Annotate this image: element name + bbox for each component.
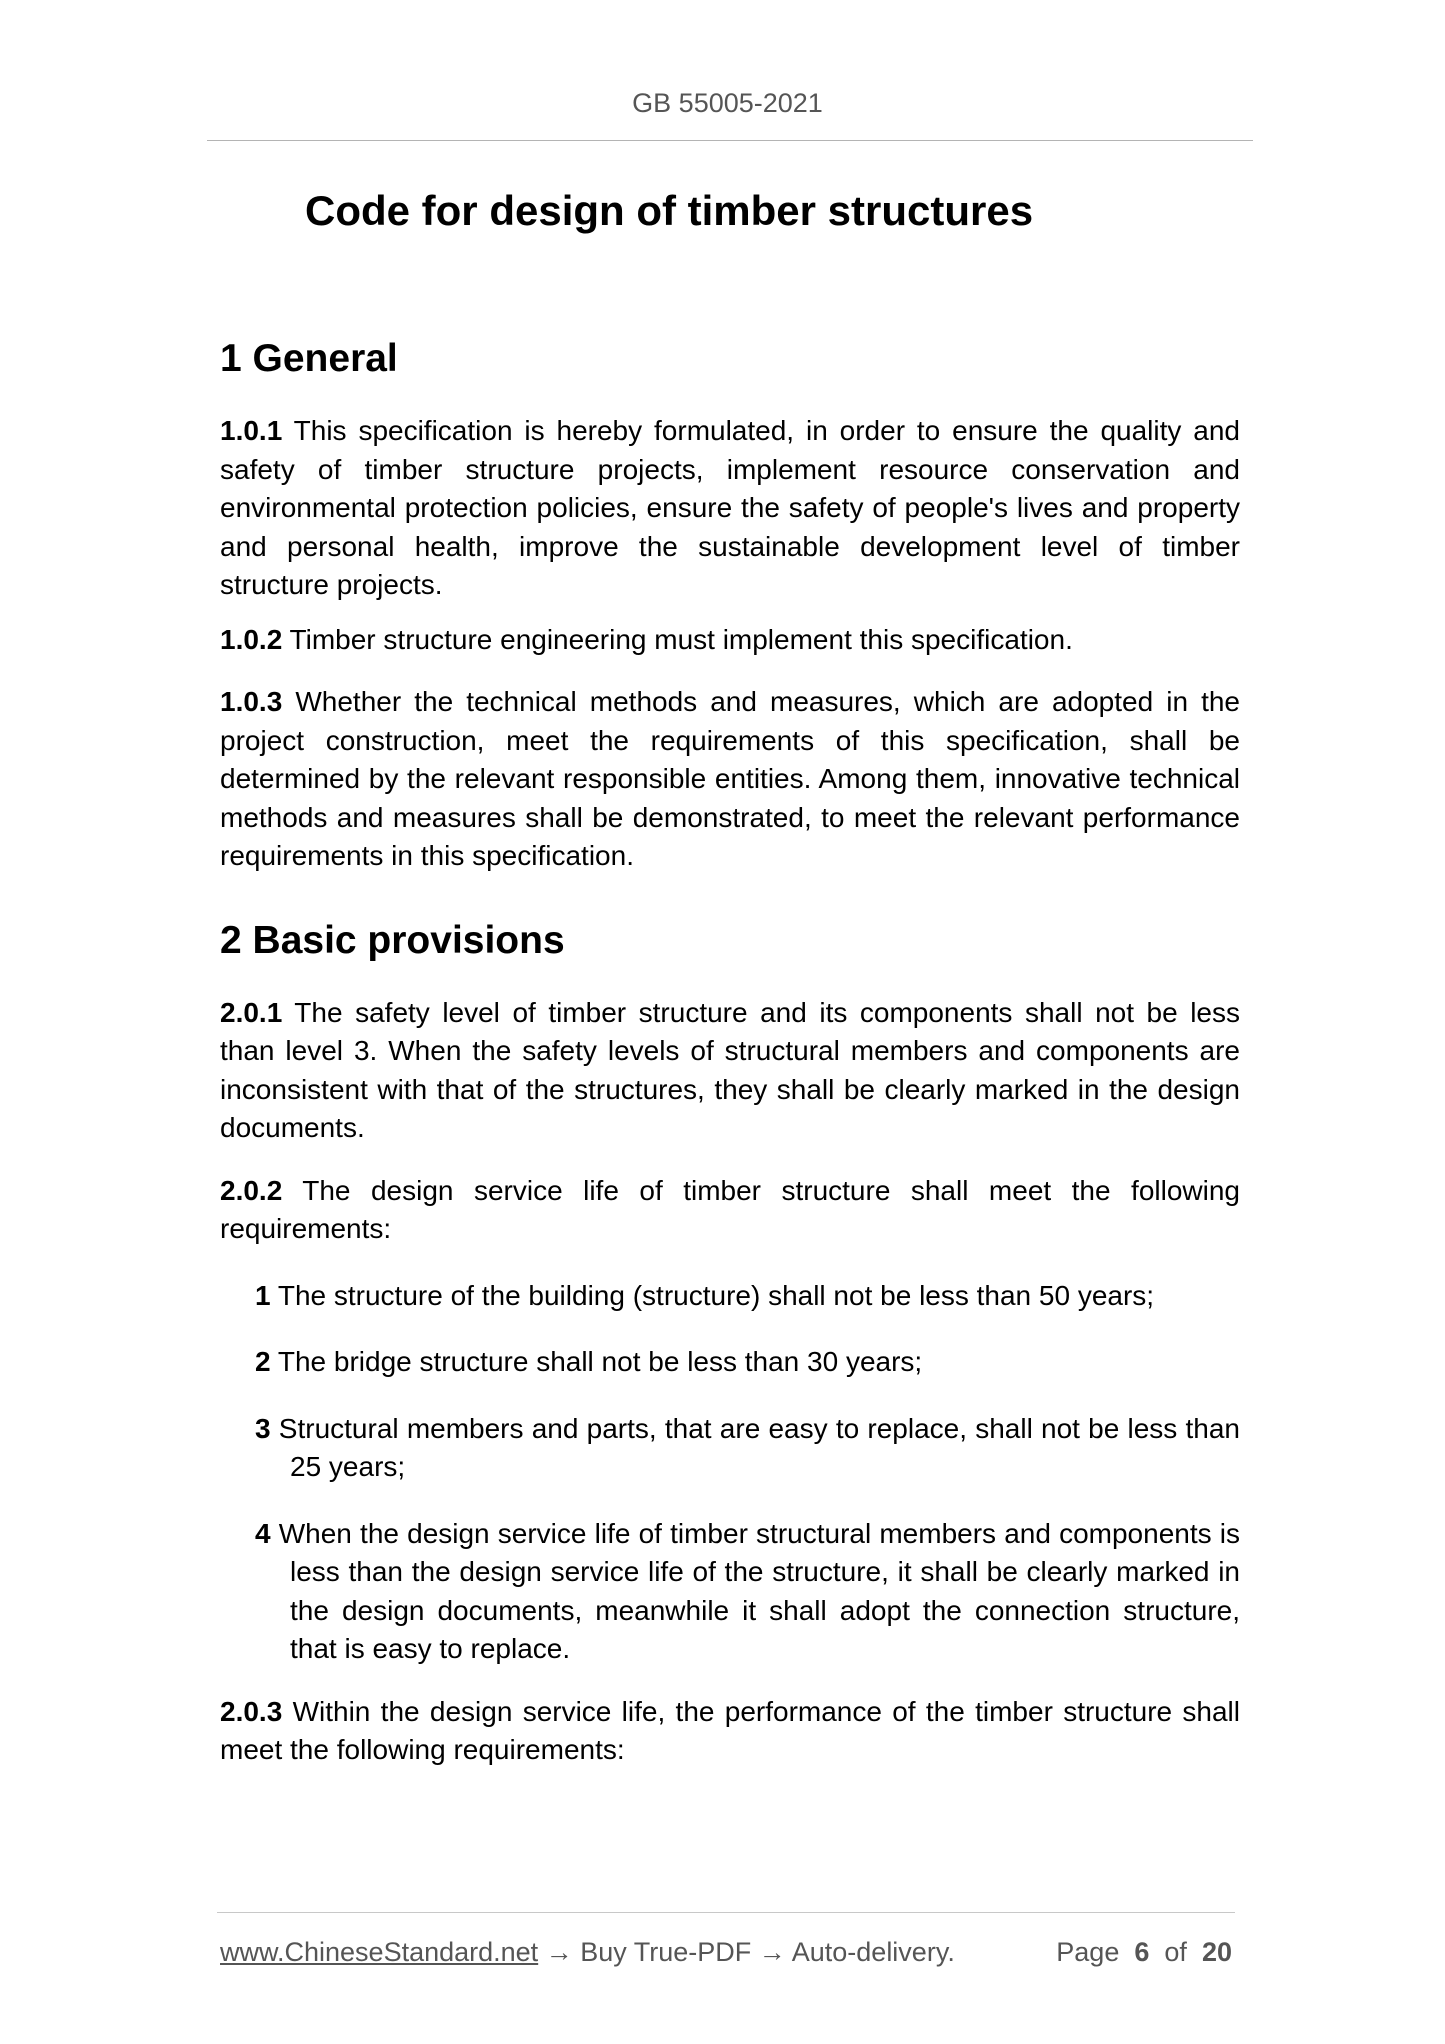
- item-number: 3: [255, 1412, 271, 1444]
- clause-number: 2.0.3: [220, 1695, 283, 1727]
- clause-1-0-2: [220, 621, 1240, 660]
- page-of-label: of: [1164, 1937, 1187, 1967]
- total-pages-number: 20: [1201, 1937, 1232, 1967]
- clause-text: The design service life of timber structure shall meet the following requirements:: [220, 1174, 1240, 1244]
- page-indicator: [1056, 1934, 1232, 1970]
- list-item: [220, 1515, 1240, 1669]
- clause-2-0-1: [220, 994, 1240, 1148]
- clause-text: Whether the technical methods and measures, which are adopted in the project construction, meet the requirements of this specification, shall be determined by the relevant responsible entities. Among them, innovative technical methods and measures shall be demonstrated, to meet the relevant performance requirements in this specification.: [220, 686, 1240, 871]
- clause-text: The safety level of timber structure and its components shall not be less than level 3. When the safety levels of structural members and components are inconsistent with that of the structures, they shall be clearly marked in the design documents.: [220, 996, 1240, 1143]
- clause-text: This specification is hereby formulated, in order to ensure the quality and safety of timber structure projects, implement resource conservation and environmental protection policies, ensure the safety of people's lives and property and personal health, improve the sustainable development level of timber structure projects.: [220, 415, 1240, 600]
- item-number: 4: [255, 1517, 271, 1549]
- item-text: The structure of the building (structure) shall not be less than 50 years;: [270, 1279, 1155, 1311]
- header-divider: [207, 140, 1253, 141]
- clause-number: 2.0.2: [220, 1174, 283, 1206]
- clause-1-0-3: [220, 683, 1240, 876]
- item-text: The bridge structure shall not be less than 30 years;: [270, 1346, 923, 1377]
- clause-number: 1.0.3: [220, 686, 283, 717]
- clause-2-0-3: [220, 1693, 1240, 1770]
- clause-text: Timber structure engineering must implement this specification.: [282, 623, 1073, 655]
- document-body: [220, 330, 1240, 1770]
- document-title: Code for design of timber structures: [305, 187, 1034, 234]
- footer-divider: [217, 1912, 1235, 1913]
- list-item: [220, 1343, 1240, 1382]
- item-number: 1: [255, 1279, 271, 1311]
- list-item: [220, 1410, 1240, 1487]
- page-label: Page: [1056, 1937, 1120, 1967]
- clause-2-0-2: [220, 1172, 1240, 1249]
- clause-1-0-1: [220, 412, 1240, 605]
- clause-text: Within the design service life, the performance of the timber structure shall meet the following requirements:: [220, 1695, 1240, 1765]
- list-item: [220, 1277, 1240, 1316]
- footer-promo: [220, 1934, 955, 1970]
- item-text: When the design service life of timber structural members and components is less than the design service life of the structure, it shall be clearly marked in the design documents, meanwhile it shall adopt the connection structure, that is easy to replace.: [270, 1517, 1240, 1664]
- website-link[interactable]: www.ChineseStandard.net: [220, 1937, 539, 1967]
- item-text: Structural members and parts, that are easy to replace, shall not be less than 25 years;: [270, 1412, 1240, 1482]
- footer-tagline: → Buy True-PDF → Auto-delivery.: [538, 1937, 955, 1967]
- clause-number: 1.0.2: [220, 623, 283, 655]
- current-page-number: 6: [1134, 1937, 1150, 1967]
- item-number: 2: [255, 1346, 271, 1377]
- section-heading-general: 1 General: [220, 337, 398, 380]
- clause-number: 1.0.1: [220, 415, 283, 446]
- clause-number: 2.0.1: [220, 996, 283, 1028]
- section-heading-basic-provisions: 2 Basic provisions: [220, 918, 565, 962]
- running-header: GB 55005-2021: [632, 88, 823, 118]
